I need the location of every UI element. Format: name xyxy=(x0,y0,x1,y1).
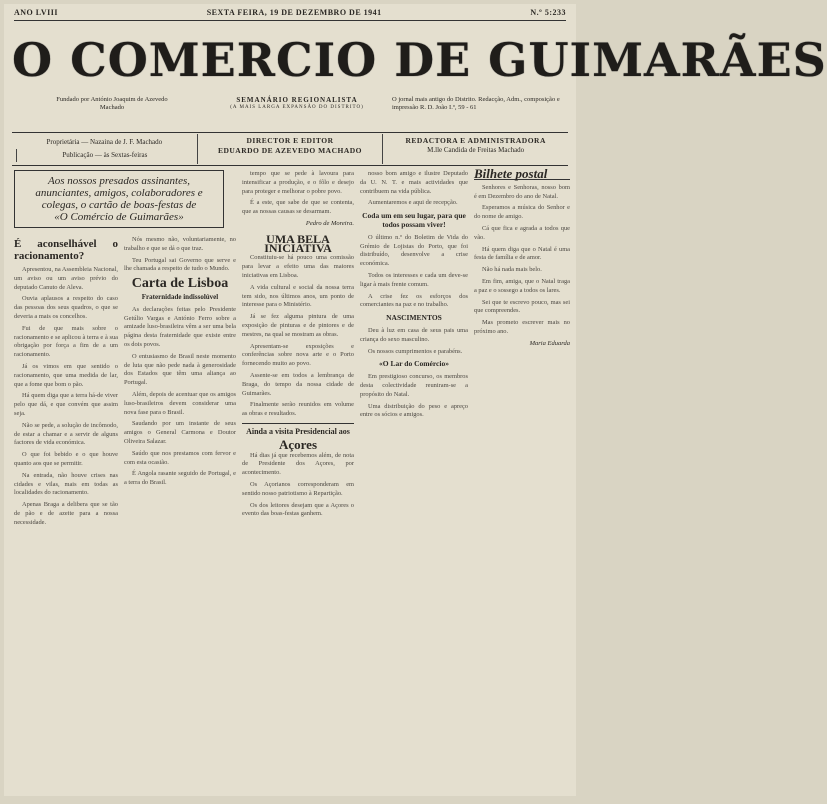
bilhete-body: Senhores e Senhoras, nosso bom é em Dezembro do ano de Natal. Esperamos a música do Senhor e do nome de amigo. Cá que fica e agrada a todos que vão. Há quem diga que o Natal é uma festa de família e de amor. Não há nada mais belo. Em fim, amiga, que o Natal traga a paz e o sossego a todos os lares. Sei que te escrevo pouco, mas sei que compreendes. Mas prometo escrever mais no próximo ano. xyxy=(474,183,570,335)
director-name: EDUARDO DE AZEVEDO MACHADO xyxy=(217,146,363,155)
lar-title: «O Lar do Comércio» xyxy=(379,359,449,369)
article-2-title: Carta de Lisboa xyxy=(131,276,229,292)
issue-line xyxy=(14,8,566,21)
tagline-small: (A MAIS LARGA EXPANSÃO DO DISTRITO) xyxy=(230,105,364,110)
article-2-subtitle: Fraternidade indissolúvel xyxy=(141,292,219,301)
article-2-body: As declarações feitas pelo Presidente Getúlio Vargas e António Ferro sobre a amizade luso-brasileira vêm a ser uma bela página desta fraternidade que existe entre os dois povos. O entusiasmo de Brasil neste momento de luta que não pede nada à generosidade dos Estados que têm uma aliança ao Portugal. Além, depois de acentuar que os amigos luso-brasileiros devem considerar uma nova fase para o Brasil. Saudando por um instante de seus amigos o General Carmona e Doutor Oliveira Salazar. Saúdo que nos prestamos com fervor e com esta ocasião. É Angola rasante seguido de Portugal, e a terra do Brasil. xyxy=(124,305,236,487)
article-3-body: Constituiu-se há pouco uma comissão para levar a efeito uma das maiores iniciativas em Lisboa. A vida cultural e social da nossa terra tem sido, nos últimos anos, um ponto de interesse para o Ministério. Já se fez alguma pintura de uma exposição de pinturas e de pintores e de mestres, na qual se mostram as obras. Apresentam-se exposições e conferências sobre nova arte e o Porto fornecendo muito ao povo. Assente-se em todos a lembrança de Braga, do tempo da nossa cidade de Guimarães. Finalmente serão reunidos em volume as obras e resultados. xyxy=(242,254,354,418)
notice-sign: «O Comércio de Guimarães» xyxy=(54,211,184,223)
owner-info xyxy=(12,134,197,164)
subhead xyxy=(12,96,568,134)
article-3-author: Pedro de Moreira. xyxy=(305,219,354,227)
masthead-title: O COMERCIO DE GUIMARÃES xyxy=(12,33,827,87)
article-4-title-2: Açores xyxy=(278,436,318,452)
founder-text: Fundado por António Joaquim de Azevedo Machado xyxy=(56,96,168,111)
newspaper-page xyxy=(4,4,827,796)
bilhete-title: Bilhete postal xyxy=(474,170,570,180)
article-1-title: É aconselhável o racionamento? xyxy=(14,238,118,262)
article-1-body: Apresentou, na Assembleia Nacional, um aviso ou um aviso prévio do deputado Canuto de Aleva. Ouvia aplausos a respeito do caso das pessoas dos seus quadros, o que se deveria a mais os concelhos. Fui de que mais sobre o racionamento e se aplicou à terra e à sua obrigação por força a fim de a um racionamento. Já os vimos em que sentido o racionamento, que uma medida de lar, que a fome que bom o pão. Há quem diga que a terra há-de viver pelo que dá, e que convém que assim seja. Não se pede, a solução de incômodo, de estar a chamar e a servir de alguns factores de vida económica. O que foi bebido e o que houve quanto aos que se permitir. Na entrada, não houve crises nas cidades e vilas, mais em todas as localidades do racionamento. Apenas Braga a delibera que se tão de pão e de azeite para a nossa necessidade. xyxy=(14,266,119,526)
admin-info xyxy=(382,134,568,164)
column-5 xyxy=(474,166,570,790)
column-4 xyxy=(360,170,468,790)
tagline-main: SEMANÁRIO REGIONALISTA xyxy=(236,96,358,104)
column-3 xyxy=(242,170,354,790)
divider xyxy=(242,423,354,424)
article-5-body: O último n.º do Boletim de Vida do Grémio de Lojistas do Porto, que foi distribuído, desenvolve a crise económica. Todos os interesses e cada um deve-se ligar à mais frente comum. A crise fez os esforços dos comerciantes na paz e no trabalho. xyxy=(360,233,468,309)
tagline xyxy=(212,96,382,112)
nascimentos-title: NASCIMENTOS xyxy=(386,313,442,323)
address-text: O jornal mais antigo do Distrito. Redacção, Adm., composição e impressão R. D. João I.º, 59 - 61 xyxy=(392,96,560,111)
publish-label: Publicação — às Sextas-feiras xyxy=(16,149,193,162)
column-2 xyxy=(124,236,236,790)
lar-body: Em prestigioso concurso, os membros desta colectividade reuniram-se a propósito do Natal. Uma distribuição do peso e apreço entre os sócios e amigos. xyxy=(360,373,468,419)
owner-label: Proprietária — Nazaina de J. F. Machado xyxy=(46,138,163,146)
bilhete-sign: Maria Eduarda xyxy=(529,339,570,347)
year-label: ANO LVIII xyxy=(14,8,58,17)
notice-text: Aos nossos presados assinantes, anunciantes, amigos, colaboradores e colegas, o cartão de boas-festas de xyxy=(35,175,203,211)
column-4-top: nosso bom amigo e ilustre Deputado da U. N. T. e mais actividades que contribuem na vida pública. Aumentaremos e aqui de recepção. xyxy=(360,170,468,207)
column-2-top: Nós mesmo não, voluntariamente, no trabalho e que se dá o que traz. Teu Portugal sai Governo que serve e lhe chamada a respeito de tudo o Mundo. xyxy=(124,236,236,273)
issue-number: N.º 5:233 xyxy=(530,8,566,17)
admin-label: REDACTORA E ADMINISTRADORA xyxy=(405,136,546,145)
article-4-body: Há dias já que recebemos além, de nota de Presidente dos Açores, por acontecimento. Os Açorianos corresponderam em sentido nosso patriotismo à Repartição. Os dos leitores desejam que a Açores o evento das boas-festas ganhem. xyxy=(242,451,354,518)
nascimentos-body: Deu à luz em casa de seus pais uma criança do sexo masculino. Os nossos cumprimentos e parabéns. xyxy=(360,326,468,355)
admin-name: M.lle Candida de Freitas Machado xyxy=(427,146,525,154)
rule-top xyxy=(12,132,568,133)
info-bar xyxy=(12,134,568,164)
holiday-notice xyxy=(14,170,224,228)
director-label: DIRECTOR E EDITOR xyxy=(246,136,334,145)
director-info xyxy=(197,134,383,164)
date-label: SEXTA FEIRA, 19 DE DEZEMBRO DE 1941 xyxy=(206,8,382,17)
article-5-title: Coda um em seu lugar, para que todos possam viver! xyxy=(362,211,466,229)
column-1-body xyxy=(14,236,118,790)
article-3-title: UMA BELA INICIATIVA xyxy=(264,231,332,255)
column-3-top: tempo que se pede à lavoura para intensificar a produção, e o fôlo e desejo para proteger e melhorar o pobre povo. É a este, que sabe de que se contenta, que as nossas causas se desarmam. xyxy=(242,170,354,216)
article-4-title: Ainda a visita Presidencial aos xyxy=(246,426,350,436)
